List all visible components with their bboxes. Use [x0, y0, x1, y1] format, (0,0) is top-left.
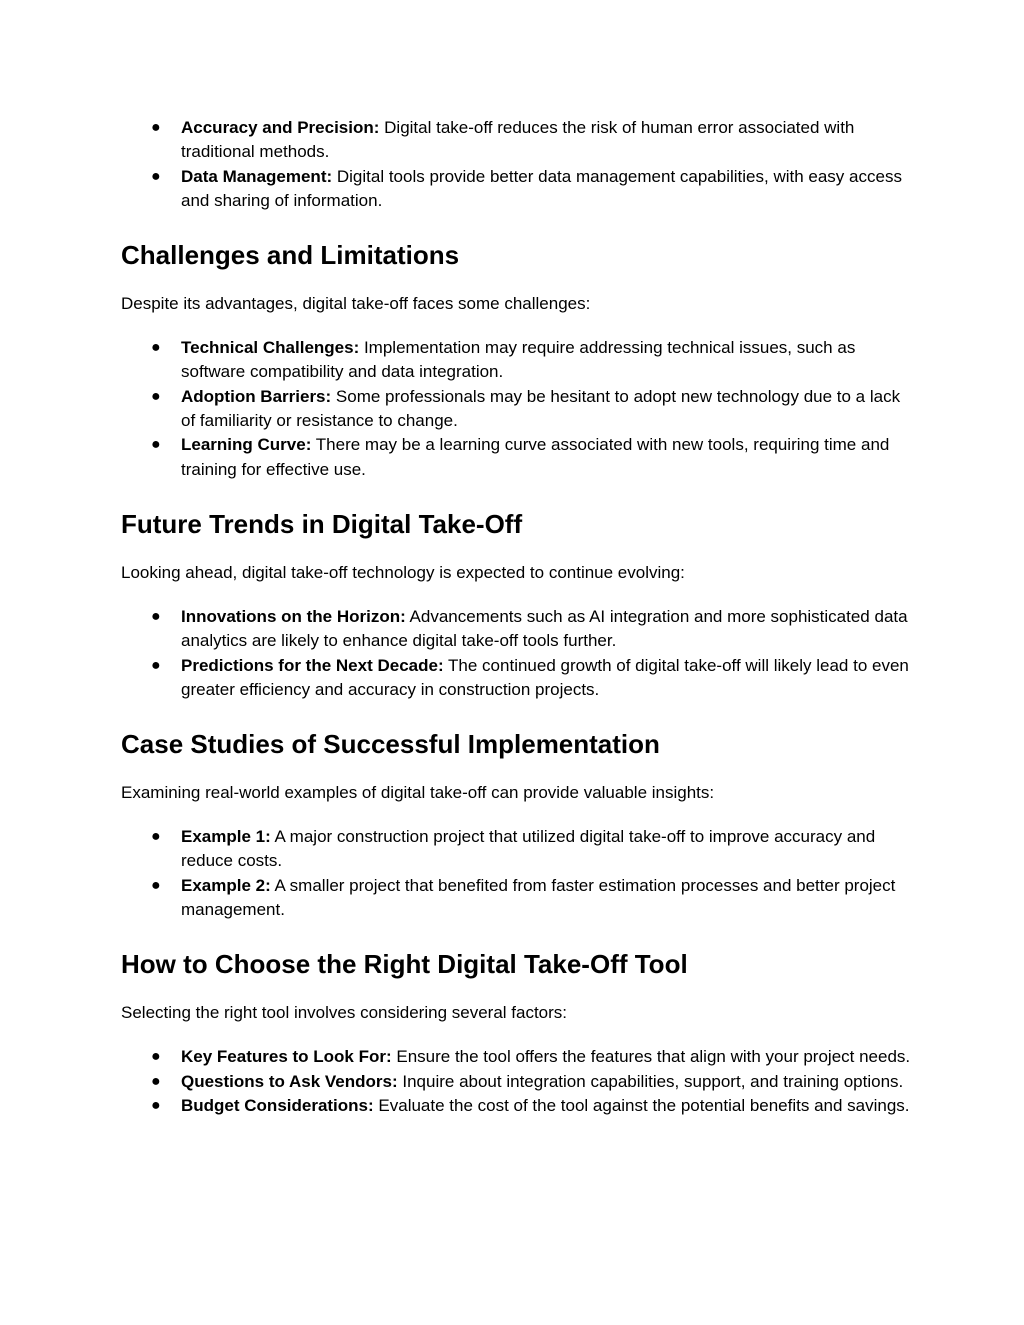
- list-item-term: Key Features to Look For:: [181, 1047, 392, 1067]
- list-item: [121, 336, 914, 385]
- bullet-icon: ●: [151, 607, 161, 625]
- bullet-list-choose-tool: [121, 1045, 914, 1118]
- list-item-term: Learning Curve:: [181, 435, 312, 455]
- bullet-icon: ●: [151, 119, 161, 136]
- bullet-icon: ●: [151, 1072, 161, 1090]
- section-intro: Selecting the right tool involves considering several factors:: [121, 1003, 568, 1023]
- bullet-icon: ●: [151, 656, 161, 674]
- section-intro: Despite its advantages, digital take-off faces some challenges:: [121, 294, 591, 314]
- bullet-icon: ●: [151, 876, 161, 894]
- list-item-text: The continued growth of digital take-off will likely lead to even greater efficiency and accuracy in construction projects.: [181, 655, 909, 699]
- bullet-list-challenges: [121, 336, 914, 482]
- list-item-text: Some professionals may be hesitant to adopt new technology due to a lack of familiarity or resistance to change.: [181, 386, 901, 431]
- list-item-text: Implementation may require addressing technical issues, such as software compatibility and data integration.: [181, 338, 856, 382]
- list-item: [121, 433, 914, 482]
- bullet-icon: ●: [151, 436, 161, 454]
- list-item-text: Ensure the tool offers the features that align with your project needs.: [391, 1047, 911, 1067]
- section-heading-challenges: Challenges and Limitations: [121, 240, 460, 271]
- list-item-term: Data Management:: [181, 166, 333, 186]
- list-item-term: Adoption Barriers:: [181, 386, 332, 406]
- list-item-term: Example 2:: [181, 875, 271, 895]
- list-item-text: There may be a learning curve associated with new tools, requiring time and training for effective use.: [181, 435, 890, 479]
- section-intro: Examining real-world examples of digital take-off can provide valuable insights:: [121, 783, 715, 803]
- list-item: [121, 825, 914, 874]
- list-item: [121, 1070, 914, 1094]
- list-item-term: Questions to Ask Vendors:: [181, 1071, 398, 1091]
- list-item: [121, 1094, 914, 1118]
- list-item: [121, 605, 914, 654]
- bullet-list-future-trends: [121, 605, 914, 702]
- section-heading-choose-tool: How to Choose the Right Digital Take-Off Tool: [121, 949, 688, 980]
- bullet-list-benefits: [121, 116, 914, 213]
- section-heading-case-studies: Case Studies of Successful Implementation: [121, 729, 660, 760]
- bullet-icon: ●: [151, 167, 161, 185]
- list-item-term: Example 1:: [181, 827, 271, 847]
- list-item: [121, 874, 914, 923]
- list-item-term: Budget Considerations:: [181, 1095, 374, 1115]
- list-item-term: Technical Challenges:: [181, 338, 360, 358]
- list-item-text: Inquire about integration capabilities, support, and training options.: [397, 1071, 904, 1091]
- list-item: [121, 1045, 914, 1069]
- bullet-icon: ●: [151, 339, 161, 357]
- list-item-term: Innovations on the Horizon:: [181, 606, 406, 626]
- list-item: [121, 385, 914, 434]
- list-item-text: Digital take-off reduces the risk of human error associated with traditional methods.: [181, 118, 855, 162]
- list-item-text: A smaller project that benefited from faster estimation processes and better project management.: [181, 875, 896, 920]
- list-item: [121, 654, 914, 703]
- bullet-icon: ●: [151, 1096, 161, 1114]
- list-item-text: Evaluate the cost of the tool against the potential benefits and savings.: [373, 1095, 910, 1115]
- bullet-icon: ●: [151, 1048, 161, 1066]
- bullet-icon: ●: [151, 387, 161, 405]
- list-item-term: Accuracy and Precision:: [181, 118, 380, 137]
- list-item-text: A major construction project that utilized digital take-off to improve accuracy and reduce costs.: [181, 827, 876, 871]
- list-item: [121, 116, 914, 165]
- section-intro: Looking ahead, digital take-off technology is expected to continue evolving:: [121, 562, 685, 582]
- list-item-text: Advancements such as AI integration and more sophisticated data analytics are likely to enhance digital take-off tools further.: [181, 606, 908, 651]
- list-item-text: Digital tools provide better data management capabilities, with easy access and sharing of information.: [181, 166, 902, 210]
- list-item-term: Predictions for the Next Decade:: [181, 655, 444, 675]
- list-item: [121, 165, 914, 214]
- bullet-list-case-studies: [121, 825, 914, 922]
- bullet-icon: ●: [151, 828, 161, 846]
- section-heading-future-trends: Future Trends in Digital Take-Off: [121, 508, 523, 539]
